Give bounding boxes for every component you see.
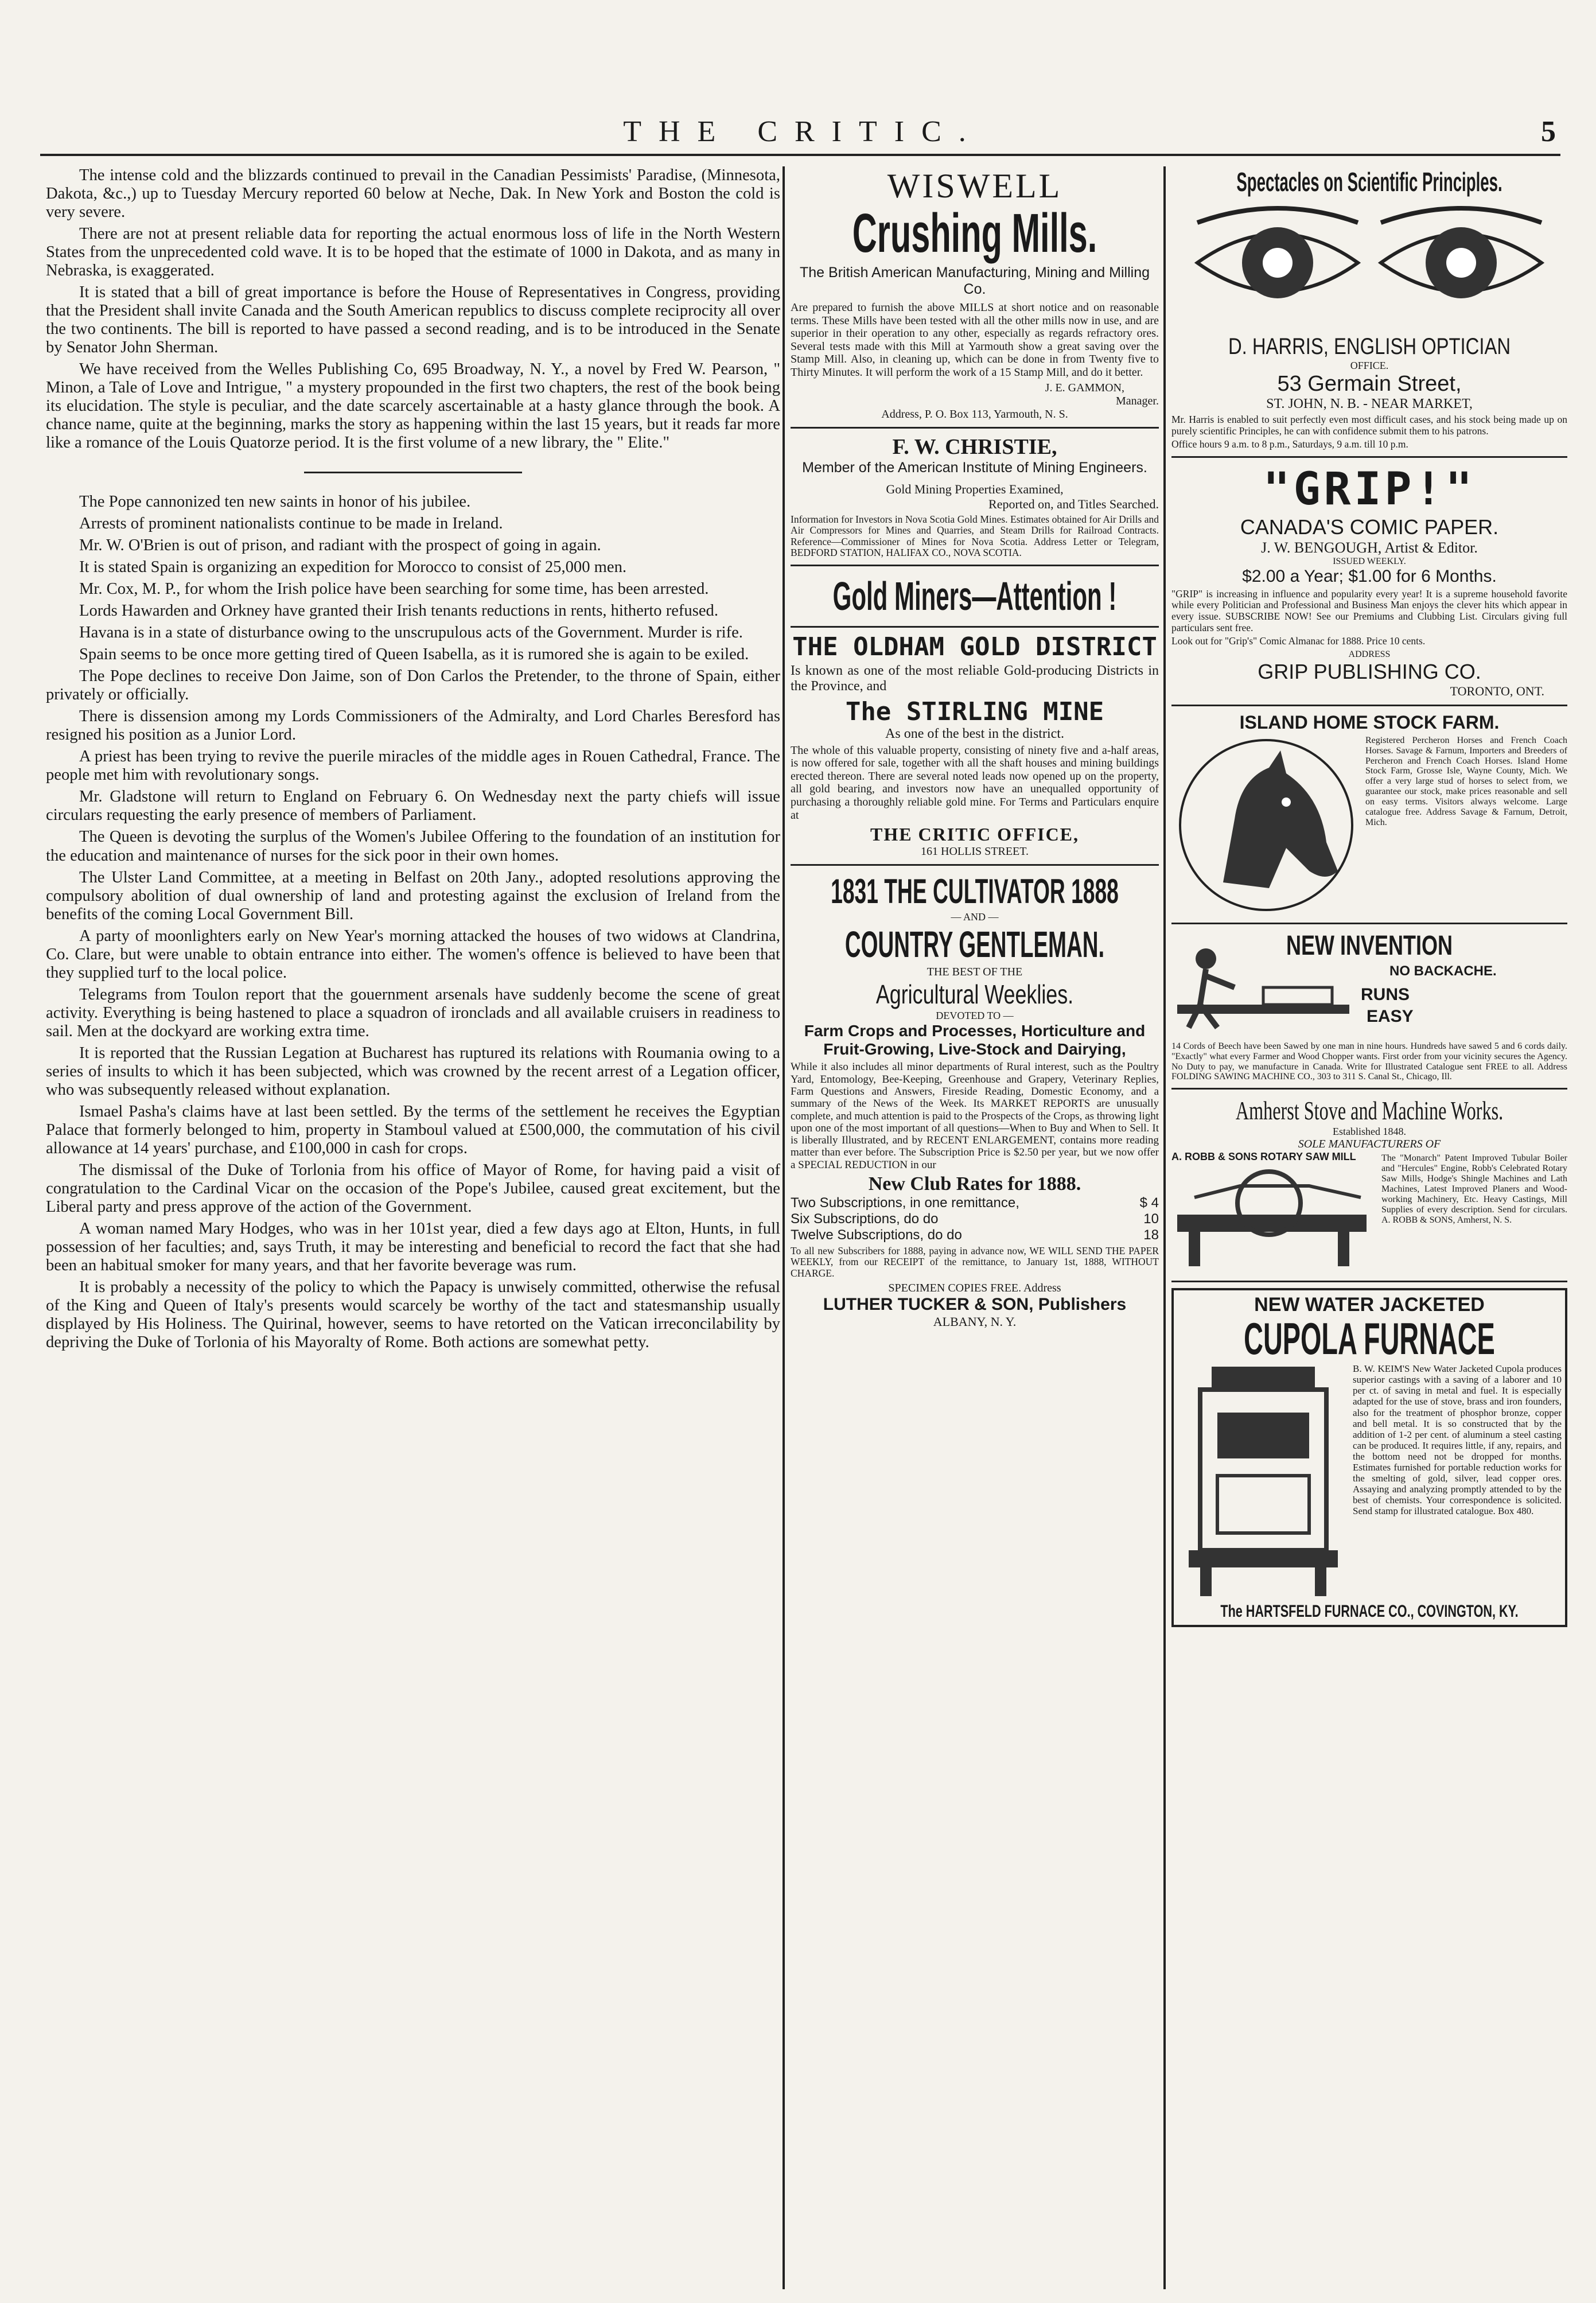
grip-city: TORONTO, ONT. bbox=[1450, 683, 1544, 698]
news-item: It is reported that the Russian Legation at Bucharest has ruptured its relations with Roumania owing to a series of insults to which it has been subjected, which was crowned by the recent arrest of a Legation officer, who was subsequently released without explanation. bbox=[46, 1044, 780, 1099]
grip-ad bbox=[1171, 464, 1567, 699]
cultivator-devoted: DEVOTED TO — bbox=[936, 1010, 1014, 1022]
oldham-body: Is known as one of the most reliable Gold-producing Districts in the Province, and bbox=[791, 663, 1159, 694]
news-column bbox=[46, 166, 780, 2289]
cultivator-city: ALBANY, N. Y. bbox=[933, 1314, 1017, 1329]
furnace-icon bbox=[1177, 1361, 1349, 1602]
new-invention-ad bbox=[1171, 930, 1567, 1083]
club-rate-label: Two Subscriptions, in one remittance, bbox=[791, 1195, 1019, 1211]
news-item: Mr. W. O'Brien is out of prison, and radiant with the prospect of going in again. bbox=[79, 536, 601, 555]
cupola-ad bbox=[1171, 1288, 1567, 1627]
club-rates-title: New Club Rates for 1888. bbox=[868, 1173, 1081, 1195]
eyes-illustration-icon bbox=[1186, 200, 1553, 332]
cupola-top: NEW WATER JACKETED bbox=[1254, 1294, 1485, 1316]
column-rule-2 bbox=[1163, 166, 1166, 2289]
cultivator-specimen: SPECIMEN COPIES FREE. Address bbox=[888, 1281, 1061, 1294]
top-rule bbox=[40, 154, 1560, 156]
grip-publisher: GRIP PUBLISHING CO. bbox=[1258, 659, 1481, 683]
club-rate-row bbox=[791, 1195, 1159, 1211]
club-rate-price: 10 bbox=[1143, 1211, 1159, 1227]
news-item: The Queen is devoting the surplus of the Women's Jubilee Offering to the foundation of an institution for the education and maintenance of nurses for the sick poor in their own homes. bbox=[46, 828, 780, 865]
club-rate-row bbox=[791, 1211, 1159, 1227]
news-item: A priest has been trying to revive the puerile miracles of the middle ages in Rouen Cathedral, France. The people met him with revolutionary songs. bbox=[46, 748, 780, 784]
harris-name: D. HARRIS, ENGLISH OPTICIAN bbox=[1228, 334, 1511, 359]
news-item: Arrests of prominent nationalists continue to be made in Ireland. bbox=[79, 515, 503, 533]
wiswell-headline: Crushing Mills. bbox=[852, 203, 1097, 264]
ad-divider bbox=[791, 565, 1159, 566]
ad-divider bbox=[1171, 705, 1567, 706]
cultivator-publisher: LUTHER TUCKER & SON, Publishers bbox=[823, 1294, 1127, 1314]
news-item: There is dissension among my Lords Commissioners of the Admiralty, and Lord Charles Beresford has resigned his position as a Junior Lord. bbox=[46, 707, 780, 744]
wiswell-company: The British American Manufacturing, Mining and Milling Co. bbox=[800, 264, 1150, 297]
cultivator-topics: Farm Crops and Processes, Horticulture and Fruit-Growing, Live-Stock and Dairying, bbox=[804, 1022, 1146, 1059]
wiswell-name: WISWELL bbox=[887, 167, 1062, 205]
harris-office: OFFICE. bbox=[1350, 360, 1389, 371]
christie-body: Information for Investors in Nova Scotia Gold Mines. Estimates obtained for Air Drills and Air Compressors for Mines and Quarries, and Steam Drills for Railroad Contracts. Reference—Commissioner of Mines for Nova Scotia. Address Letter or Telegram, BEDFORD STATION, HALIFAX CO., NOVA SCOTIA. bbox=[791, 513, 1159, 559]
cultivator-footnote: To all new Subscribers for 1888, paying in advance now, WE WILL SEND THE PAPER WEEKLY, from our RECEIPT of the remittance, to January 1st, 1888, WITHOUT CHARGE. bbox=[791, 1244, 1159, 1279]
cultivator-weeklies: Agricultural Weeklies. bbox=[875, 979, 1074, 1010]
wiswell-address: Address, P. O. Box 113, Yarmouth, N. S. bbox=[881, 407, 1068, 421]
ad-column-middle bbox=[791, 166, 1159, 2289]
christie-name: F. W. CHRISTIE, bbox=[892, 434, 1057, 459]
news-item: The dismissal of the Duke of Torlonia from his office of Mayor of Rome, for having paid a visit of congratulation to the Cardinal Vicar on the occasion of the Pope's Jubilee, caused great excitement, but the Liberal party and press approve of the action of the Government. bbox=[46, 1161, 780, 1216]
grip-subtitle: CANADA'S COMIC PAPER. bbox=[1240, 515, 1499, 539]
amherst-title: Amherst Stove and Machine Works. bbox=[1235, 1096, 1504, 1126]
news-item: The Ulster Land Committee, at a meeting in Belfast on 20th Jany., adopted resolutions approving the compulsory abolition of dual ownership of land and protesting against the exclusion of Ireland from the benefits of the coming Local Government Bill. bbox=[46, 868, 780, 923]
cultivator-top: 1831 THE CULTIVATOR 1888 bbox=[831, 872, 1119, 911]
grip-title: "GRIP!" bbox=[1263, 463, 1476, 515]
oldham-headline: THE OLDHAM GOLD DISTRICT bbox=[792, 632, 1157, 662]
christie-line2: Reported on, and Titles Searched. bbox=[988, 496, 1159, 511]
wiswell-body: Are prepared to furnish the above MILLS at short notice and on reasonable terms. These Mills have been tested with all the other mills now in use, and are superior in their operation to any other, especially as regards refractory ores. Several tests made with this Mill at Yarmouth show a great saving over the Stamp Mill. Also, in cleaning up, which can be done in from Twenty five to Thirty Minutes. It will perform the work of a 15 Stamp Mill, and do it better. bbox=[791, 301, 1159, 379]
ad-divider bbox=[791, 626, 1159, 628]
christie-title: Member of the American Institute of Mining Engineers. bbox=[802, 459, 1147, 476]
amherst-ad bbox=[1171, 1095, 1567, 1275]
club-rate-price: 18 bbox=[1143, 1227, 1159, 1243]
island-home-ad bbox=[1171, 712, 1567, 917]
harris-headline: Spectacles on Scientific Principles. bbox=[1236, 167, 1502, 197]
ad-divider bbox=[1171, 456, 1567, 458]
ad-divider bbox=[1171, 1088, 1567, 1090]
wiswell-signer-title: Manager. bbox=[1116, 394, 1159, 407]
invention-tag3: EASY bbox=[1367, 1006, 1414, 1026]
grip-body: "GRIP" is increasing in influence and popularity every year! It is a supreme household favorite while every Politician and Professional and Business Man enjoys the clever hits which appear in every issue. SUBSCRIBE NOW! See our Premiums and Clubbing List. Circulars giving full particulars sent free. bbox=[1171, 588, 1567, 633]
club-rate-label: Twelve Subscriptions, do do bbox=[791, 1227, 962, 1243]
cultivator-and: — AND — bbox=[951, 911, 999, 923]
news-item: The Pope declines to receive Don Jaime, son of Don Carlos the Pretender, to the throne of Spain, either privately or officially. bbox=[46, 667, 780, 704]
harris-street: 53 Germain Street, bbox=[1277, 372, 1462, 396]
club-rate-price: $ 4 bbox=[1139, 1195, 1159, 1211]
news-paragraph: We have received from the Welles Publishing Co, 695 Broadway, N. Y., a novel by Fred W. Pearson, " Minon, a Tale of Love and Intrigue, " a mystery propounded in the first two chapters, the rest of the book being its elucidation. The style is peculiar, and the date scarcely ascertainable at a hasty glance through the book. A chance name, quite at the beginning, marks the story as happening within the last 15 years, but it reads far more like a romance of the Louis Quatorze period. It is the first volume of a new library, the " Elite." bbox=[46, 360, 780, 452]
oldham-details: The whole of this valuable property, consisting of ninety five and a-half areas, is now offered for sale, together with all the shaft houses and mining buildings erected thereon. There are several noted leads now opened up on the property, all gold bearing, and investors now have an unequalled opportunity of purchasing a thoroughly reliable gold mine. For Terms and Particulars enquire at bbox=[791, 744, 1159, 822]
grip-address-label: ADDRESS bbox=[1348, 649, 1391, 659]
ad-divider bbox=[1171, 1281, 1567, 1282]
section-separator bbox=[304, 472, 522, 473]
cultivator-ad bbox=[791, 872, 1159, 1329]
news-item: Ismael Pasha's claims have at last been settled. By the terms of the settlement he receives the Egyptian Palace that formerly belonged to him, property in Stamboul valued at £500,000, the commutation of his civil allowance at 14 years' purchase, and £100,000 in cash for crops. bbox=[46, 1102, 780, 1157]
masthead-title: THE CRITIC. bbox=[623, 115, 983, 148]
wiswell-ad bbox=[791, 166, 1159, 421]
page-number: 5 bbox=[1541, 115, 1556, 148]
invention-title: NEW INVENTION bbox=[1286, 930, 1453, 961]
news-item: The Pope cannonized ten new saints in honor of his jubilee. bbox=[79, 493, 471, 511]
cupola-title: CUPOLA FURNACE bbox=[1244, 1313, 1495, 1364]
gold-miners-headline: Gold Miners—Attention ! bbox=[832, 573, 1117, 618]
invention-tag2: RUNS bbox=[1361, 985, 1410, 1004]
amherst-est: Established 1848. bbox=[1333, 1126, 1406, 1138]
club-rate-label: Six Subscriptions, do do bbox=[791, 1211, 939, 1227]
rotary-saw-mill-icon bbox=[1171, 1163, 1378, 1272]
news-paragraph: It is stated that a bill of great importance is before the House of Representatives in Congress, providing that the President shall invite Canada and the South American republics to discuss complete reciprocity all over the two continents. The bill is reported to have passed a second reading, and is to be introduced in the Senate by Senator John Sherman. bbox=[46, 283, 780, 357]
news-item: Telegrams from Toulon report that the gouernment arsenals have suddenly become the scene of great activity. Everything is being hastened to place a squadron of ironclads and all available cruisers in readiness to sail. Men at the dockyard are working extra time. bbox=[46, 985, 780, 1040]
news-item: A woman named Mary Hodges, who was in her 101st year, died a few days ago at Elton, Hunts, in full possession of her faculties; and, says Truth, it may be interesting and beneficial to record the fact that she had been an habitual smoker for many years, and that her favorite beverage was rum. bbox=[46, 1219, 780, 1274]
horse-head-icon bbox=[1171, 733, 1361, 917]
critic-office: THE CRITIC OFFICE, bbox=[870, 824, 1080, 845]
cupola-body: B. W. KEIM'S New Water Jacketed Cupola produces superior castings with a saving of a laborer and 10 per ct. of saving in metal and fuel. It is especially adapted for the use of stove, brass and iron founders, also for the treatment of phosphor bronze, copper and bell metal. It is so constructed that by the addition of 1-2 per cent. of aluminum a steel casting can be produced. It requires little, if any, repairs, and the bottom need not be dropped for months. Estimates furnished for portable reduction works for the smelting of gold, silver, lead copper ores. Assaying and analyzing promptly attended to by the best of chemists. Your correspondence is solicited. Send stamp for illustrated catalogue. Box 480. bbox=[1353, 1363, 1562, 1516]
news-item: It is probably a necessity of the policy to which the Papacy is unwisely committed, otherwise the refusal of the King and Queen of Italy's presents would scarcely be worthy of the tact and statesmanship usually displayed by His Holiness. The Quirinal, however, seems to have retorted on the Vatican irreconcilability by depriving the Duke of Torlonia of his Mayoralty of Rome. Both actions are somewhat petty. bbox=[46, 1278, 780, 1351]
saw-mill-label: A. ROBB & SONS ROTARY SAW MILL bbox=[1171, 1151, 1356, 1163]
club-rate-row bbox=[791, 1227, 1159, 1243]
news-item: Spain seems to be once more getting tired of Queen Isabella, as it is rumored she is again to be exiled. bbox=[79, 645, 749, 664]
island-body: Registered Percheron Horses and French Coach Horses. Savage & Farnum, Importers and Breeders of Percheron and French Coach Horses. Island Home Stock Farm, Grosse Isle, Wayne County, Mich. We offer a very large stud of horses to select from, we guarantee our stock, make prices reasonable and sell on easy terms. Visitors always welcome. Large catalogue free. Address Savage & Farnum, Detroit, Mich. bbox=[1365, 735, 1567, 827]
grip-editor: J. W. BENGOUGH, Artist & Editor. bbox=[1261, 539, 1478, 556]
stirling-mine-sub: As one of the best in the district. bbox=[885, 726, 1064, 741]
news-paragraph: There are not at present reliable data for reporting the actual enormous loss of life in the North Western States from the unprecedented cold wave. It is to be hoped that the estimate of 1000 in Dakota, and as many in Nebraska, is exaggerated. bbox=[46, 225, 780, 280]
column-rule-1 bbox=[783, 166, 785, 2289]
stirling-mine-headline: The STIRLING MINE bbox=[845, 697, 1104, 726]
news-item: Lords Hawarden and Orkney have granted their Irish tenants reductions in rents, hitherto refused. bbox=[79, 602, 718, 620]
harris-ad bbox=[1171, 166, 1567, 450]
news-item: Mr. Gladstone will return to England on February 6. On Wednesday next the party chiefs will issue circulars requesting the early presence of members of Parliament. bbox=[46, 788, 780, 824]
harris-body: Mr. Harris is enabled to suit perfectly even most difficult cases, and his stock being made up on purely scientific Principles, he can with confidence submit them to his patrons. bbox=[1171, 414, 1567, 437]
amherst-makers: SOLE MANUFACTURERS OF bbox=[1298, 1138, 1441, 1151]
invention-body: 14 Cords of Beech have been Sawed by one man in nine hours. Hundreds have sawed 5 and 6 cords daily. "Exactly" what every Farmer and Wood Chopper wants. First order from your vicinity secures the Agency. No Duty to pay, we manufacture in Canada. Write for Illustrated Catalogue sent FREE to all. Address FOLDING SAWING MACHINE CO., 303 to 311 S. Canal St., Chicago, Ill. bbox=[1171, 1041, 1567, 1082]
news-item: Havana is in a state of disturbance owing to the unscrupulous acts of the Government. Murder is rife. bbox=[79, 624, 743, 642]
ad-column-right bbox=[1171, 166, 1567, 2289]
ad-divider bbox=[791, 864, 1159, 866]
christie-ad bbox=[791, 434, 1159, 559]
oldham-ad bbox=[791, 633, 1159, 858]
news-paragraph: The intense cold and the blizzards continued to prevail in the Canadian Pessimists' Paradise, (Minnesota, Dakota, &c.,) up to Tuesday Mercury reported 60 below at Neche, Dak. In New York and Boston the cold is very severe. bbox=[46, 166, 780, 221]
christie-line1: Gold Mining Properties Examined, bbox=[886, 481, 1064, 496]
cultivator-best: THE BEST OF THE bbox=[927, 966, 1023, 979]
ad-divider bbox=[791, 427, 1159, 429]
news-item: It is stated Spain is organizing an expedition for Morocco to consist of 25,000 men. bbox=[79, 558, 627, 577]
island-title: ISLAND HOME STOCK FARM. bbox=[1239, 711, 1500, 733]
harris-hours: Office hours 9 a.m. to 8 p.m., Saturdays, 9 a.m. till 10 p.m. bbox=[1171, 438, 1408, 450]
grip-issued: ISSUED WEEKLY. bbox=[1333, 556, 1406, 566]
ad-divider bbox=[1171, 923, 1567, 924]
invention-tag1: NO BACKACHE. bbox=[1389, 963, 1497, 979]
cultivator-name: COUNTRY GENTLEMAN. bbox=[844, 924, 1105, 966]
cupola-maker: The HARTSFELD FURNACE CO., COVINGTON, KY. bbox=[1220, 1602, 1519, 1621]
news-item: Mr. Cox, M. P., for whom the Irish police have been searching for some time, has been arrested. bbox=[79, 580, 709, 598]
critic-office-address: 161 HOLLIS STREET. bbox=[921, 845, 1029, 858]
news-item: A party of moonlighters early on New Year's morning attacked the houses of two widows at Clandrina, Co. Clare, but were unable to obtain entrance into either. The women's offence is believed to have been that they supplied turf to the local police. bbox=[46, 927, 780, 982]
harris-city: ST. JOHN, N. B. - NEAR MARKET, bbox=[1266, 396, 1473, 411]
grip-almanac: Look out for "Grip's" Comic Almanac for 1888. Price 10 cents. bbox=[1171, 635, 1426, 647]
cultivator-body: While it also includes all minor departments of Rural interest, such as the Poultry Yard, Entomology, Bee-Keeping, Greenhouse and Grapery, Veterinary Replies, Farm Questions and Answers, Fireside Reading, Domestic Economy, and a summary of the News of the Week. Its MARKET REPORTS are unusually complete, and much attention is paid to the Prospects of the Crops, as throwing light upon one of the most important of all questions—When to Buy and When to Sell. It is liberally Illustrated, and by RECENT ENLARGEMENT, contains more reading matter than ever before. The Subscription Price is $2.50 per year, but we now offer a SPECIAL REDUCTION in our bbox=[791, 1061, 1159, 1171]
wiswell-signer: J. E. GAMMON, bbox=[1045, 381, 1124, 394]
grip-price: $2.00 a Year; $1.00 for 6 Months. bbox=[1242, 566, 1497, 586]
amherst-body: The "Monarch" Patent Improved Tubular Boiler and "Hercules" Engine, Robb's Celebrated Rotary Saw Mills, Hodge's Shingle Machines and Lath Machines, Latest Improved Planers and Wood-working Machinery, Etc. Heavy Castings, Mill Supplies of every description. Send for circulars. A. ROBB & SONS, Amherst, N. S. bbox=[1381, 1153, 1567, 1225]
sawing-machine-icon bbox=[1171, 936, 1355, 1033]
